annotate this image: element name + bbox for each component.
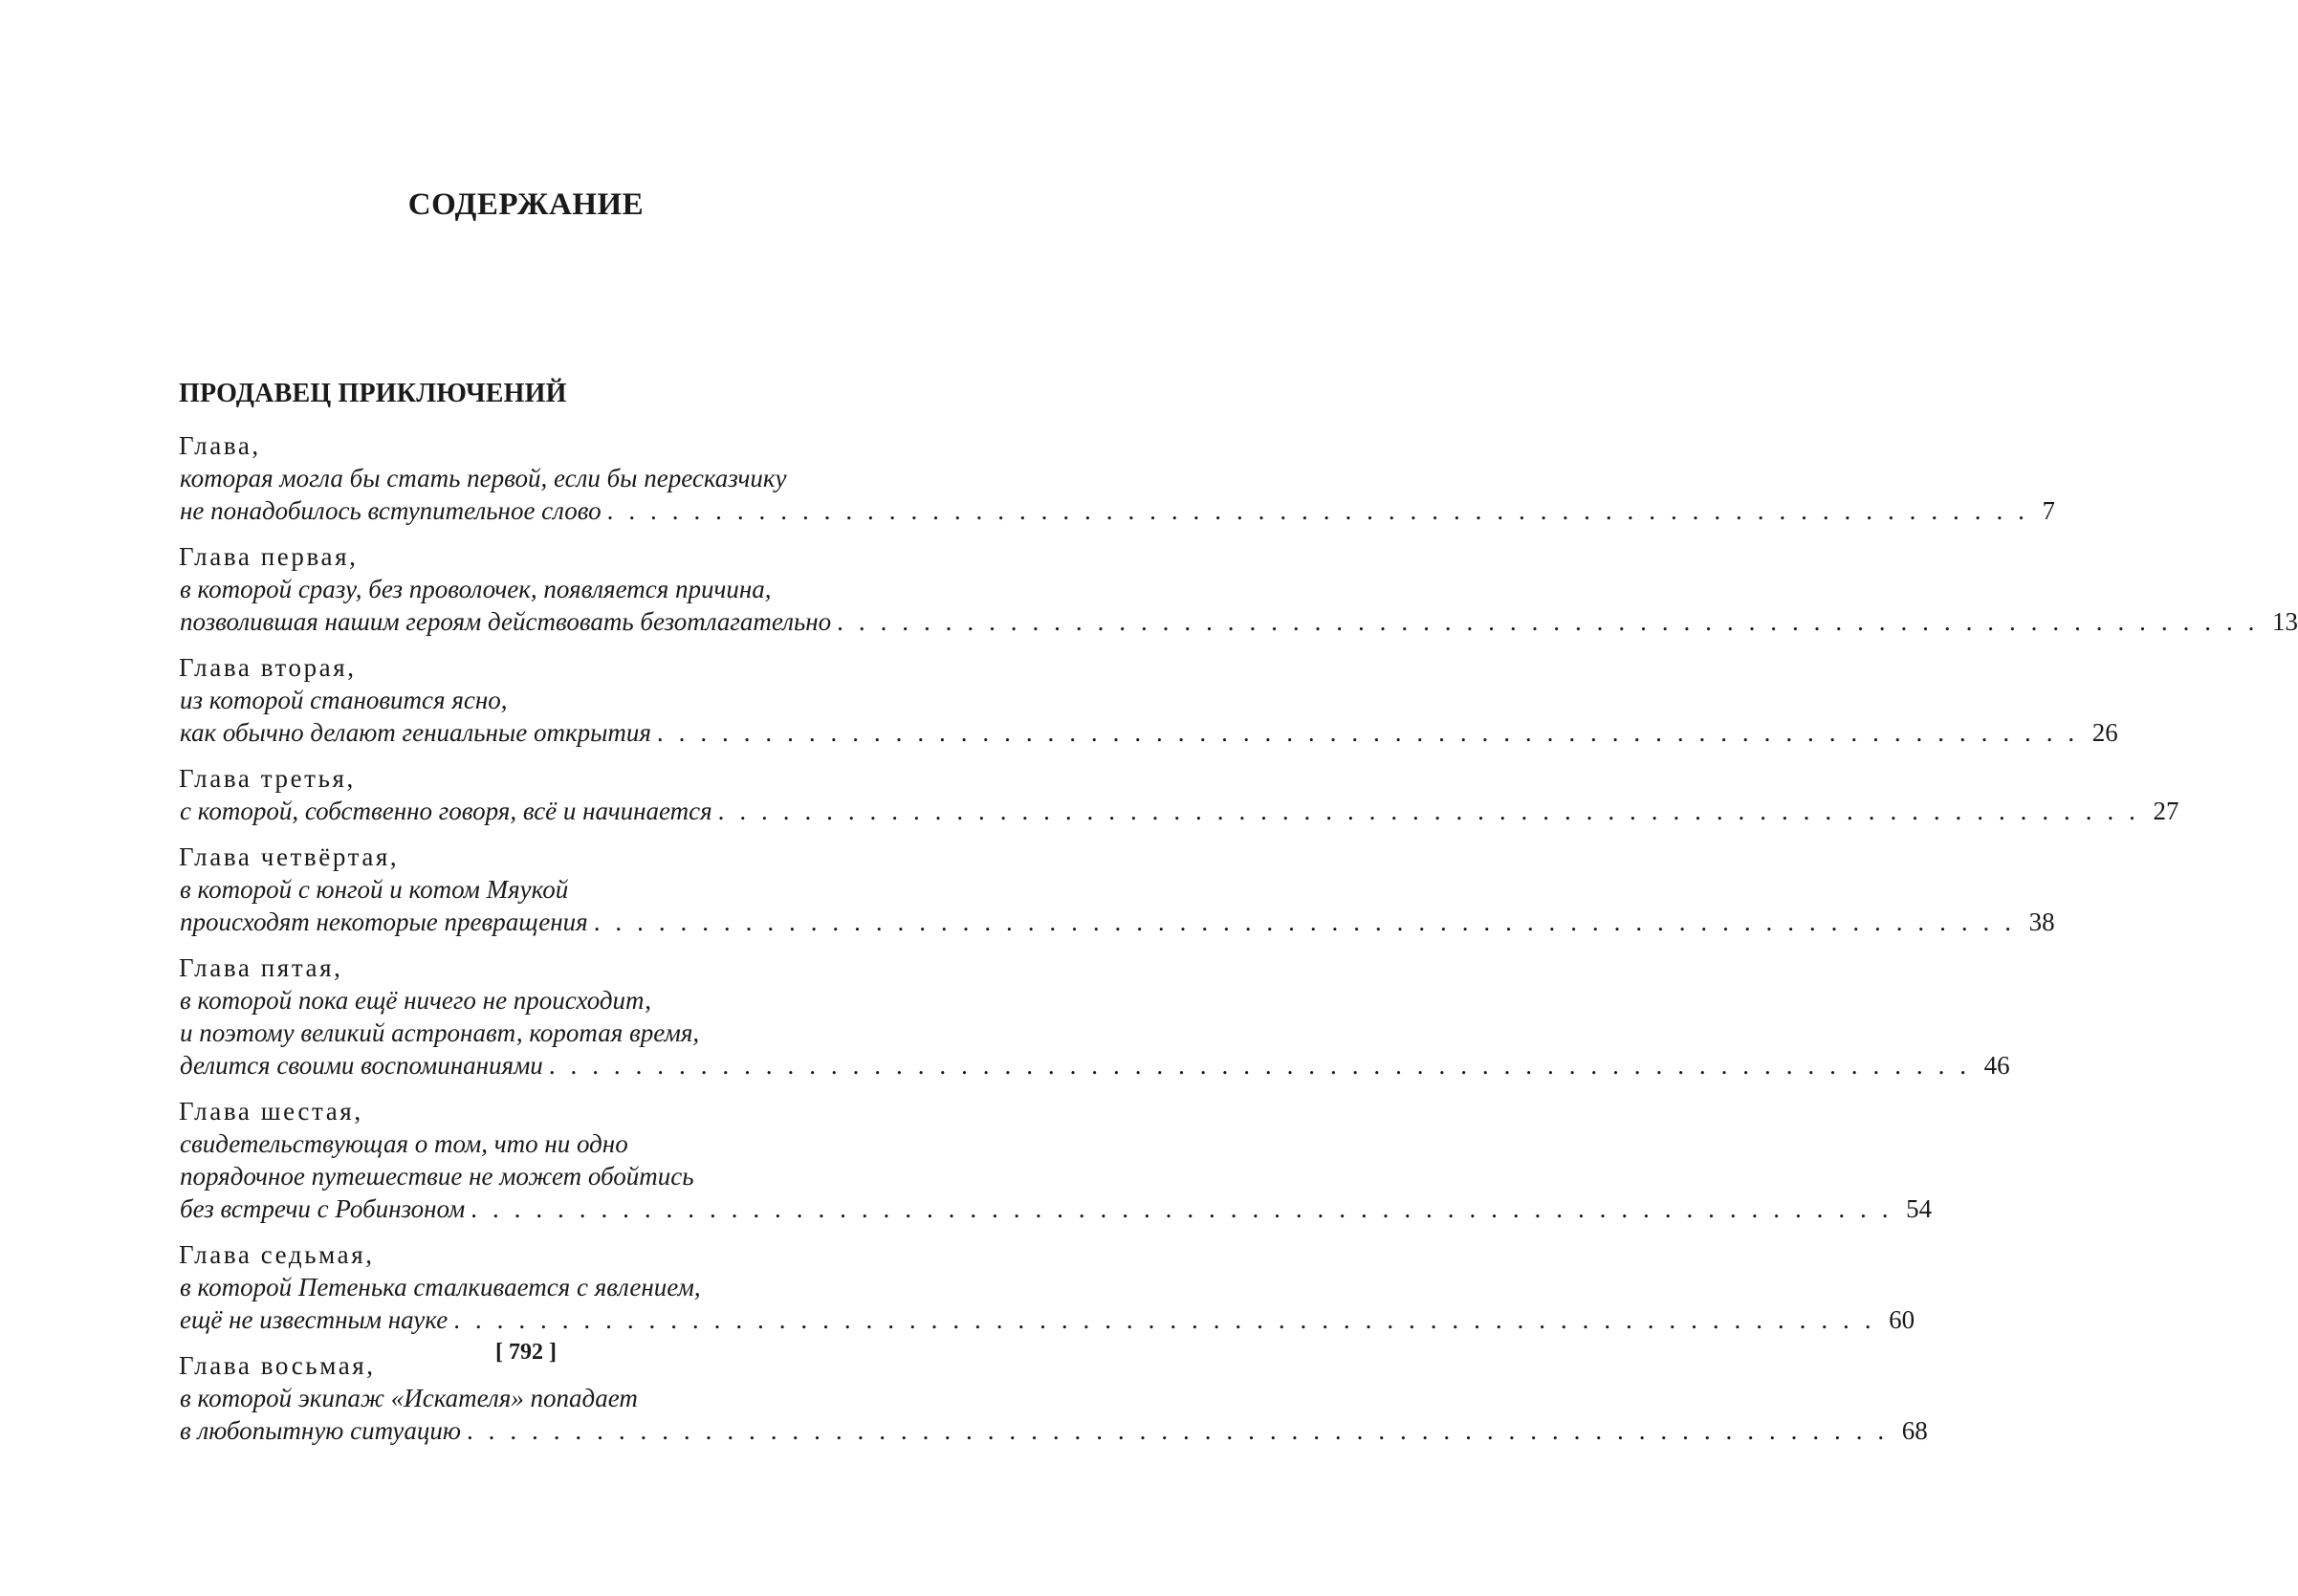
dot-leader: . . . . . . . . . . . . . . . . . . . . . . . . . . . . . . . . . . . . . . . . . . . . . . . . . . . . . . . . . . . . . . . . . . [471,1194,1893,1223]
entry-final-line [179,605,2298,638]
entry-subtitle-line: ещё не известным науке [180,1305,449,1334]
entry-subtitle-line: происходят некоторые превращения [180,907,588,936]
entry-heading: Глава третья, [179,764,356,793]
entry-subtitle-line: в любопытную ситуацию [180,1416,461,1445]
dot-leader: . . . . . . . . . . . . . . . . . . . . . . . . . . . . . . . . . . . . . . . . . . . . . . . . . . . . . . . . . . . . . . . . . . [656,718,2079,747]
entry-subtitle-line: не понадобилось вступительное слово [180,496,602,525]
entry-heading: Глава шестая, [179,1097,363,1126]
entry-subtitle-line: и поэтому великий астронавт, коротая время, [180,1018,700,1047]
toc-entry[interactable] [179,762,2179,827]
entry-subtitle-line: как обычно делают гениальные открытия [180,718,651,747]
entry-page-number: 68 [1901,1416,1928,1445]
entry-final-line [179,1414,1928,1447]
entry-heading: Глава, [179,431,261,460]
page-number [0,1340,1052,1366]
entry-page-number: 54 [1906,1194,1933,1223]
dot-leader: . . . . . . . . . . . . . . . . . . . . . . . . . . . . . . . . . . . . . . . . . . . . . . . . . . . . . . . . . . . . . . . . . . [548,1051,1971,1080]
entry-final-line [179,716,2118,749]
entry-page-number: 27 [2153,797,2179,825]
entry-page-number: 60 [1889,1305,1915,1334]
dot-leader: . . . . . . . . . . . . . . . . . . . . . . . . . . . . . . . . . . . . . . . . . . . . . . . . . . . . . . . . . . . . . . . . . . [717,797,2140,825]
entry-page-number: 26 [2091,718,2118,747]
toc-entry[interactable] [179,1238,1915,1336]
toc-entry[interactable] [179,540,2298,638]
toc-entry[interactable] [179,841,2055,938]
page-title: СОДЕРЖАНИЕ [407,187,645,222]
entry-subtitle-line: позволившая нашим героям действовать безотлагательно [180,607,832,636]
entry-heading: Глава восьмая, [179,1351,376,1380]
toc-entry[interactable] [179,1095,1933,1225]
section-title: ПРОДАВЕЦ ПРИКЛЮЧЕНИЙ [179,379,567,408]
entry-final-line [179,494,2055,527]
entry-page-number: 13 [2272,607,2298,636]
entry-subtitle-line: с которой, собственно говоря, всё и начинается [180,797,712,825]
entry-subtitle-line: из которой становится ясно, [180,686,508,714]
dot-leader: . . . . . . . . . . . . . . . . . . . . . . . . . . . . . . . . . . . . . . . . . . . . . . . . . . . . . . . . . . . . . . . . . . [837,607,2260,636]
dot-leader: . . . . . . . . . . . . . . . . . . . . . . . . . . . . . . . . . . . . . . . . . . . . . . . . . . . . . . . . . . . . . . . . . . [606,496,2029,525]
entry-subtitle-line: порядочное путешествие не может обойтись [180,1162,694,1191]
entry-subtitle-line: в которой экипаж «Искателя» попадает [180,1384,638,1412]
dot-leader: . . . . . . . . . . . . . . . . . . . . . . . . . . . . . . . . . . . . . . . . . . . . . . . . . . . . . . . . . . . . . . . . . . [466,1416,1889,1445]
entry-heading: Глава первая, [179,542,359,571]
entry-page-number: 7 [2042,496,2055,525]
entry-final-line [179,1049,2010,1082]
entry-subtitle-line: свидетельствующая о том, что ни одно [180,1129,628,1158]
dot-leader: . . . . . . . . . . . . . . . . . . . . . . . . . . . . . . . . . . . . . . . . . . . . . . . . . . . . . . . . . . . . . . . . . . [453,1305,1876,1334]
entry-subtitle-line: в которой сразу, без проволочек, появляется причина, [180,575,772,603]
entry-subtitle-line: делится своими воспоминаниями [180,1051,543,1080]
bracket-open: [ [495,1340,503,1365]
table-of-contents [179,429,2298,1460]
entry-final-line [179,906,2055,938]
entry-final-line [179,1192,1933,1225]
entry-subtitle-line: в которой пока ещё ничего не происходит, [180,986,651,1015]
entry-page-number: 46 [1983,1051,2010,1080]
toc-entry[interactable] [179,429,2055,527]
entry-final-line [179,795,2179,827]
entry-subtitle-line: в которой Петенька сталкивается с явлением, [180,1273,701,1301]
entry-subtitle-line: в которой с юнгой и котом Мяукой [180,875,569,904]
toc-entry[interactable] [179,651,2118,749]
entry-heading: Глава четвёртая, [179,842,400,871]
entry-heading: Глава седьмая, [179,1240,375,1269]
toc-entry[interactable] [179,951,2010,1082]
entry-heading: Глава пятая, [179,953,343,982]
entry-final-line [179,1303,1915,1336]
entry-subtitle-line: которая могла бы стать первой, если бы пересказчику [180,464,787,492]
bracket-close: ] [549,1340,557,1365]
dot-leader: . . . . . . . . . . . . . . . . . . . . . . . . . . . . . . . . . . . . . . . . . . . . . . . . . . . . . . . . . . . . . . . . . . [593,907,2016,936]
entry-subtitle-line: без встречи с Робинзоном [180,1194,466,1223]
page-number-value: 792 [509,1340,543,1365]
entry-page-number: 38 [2028,907,2055,936]
entry-heading: Глава вторая, [179,653,357,682]
